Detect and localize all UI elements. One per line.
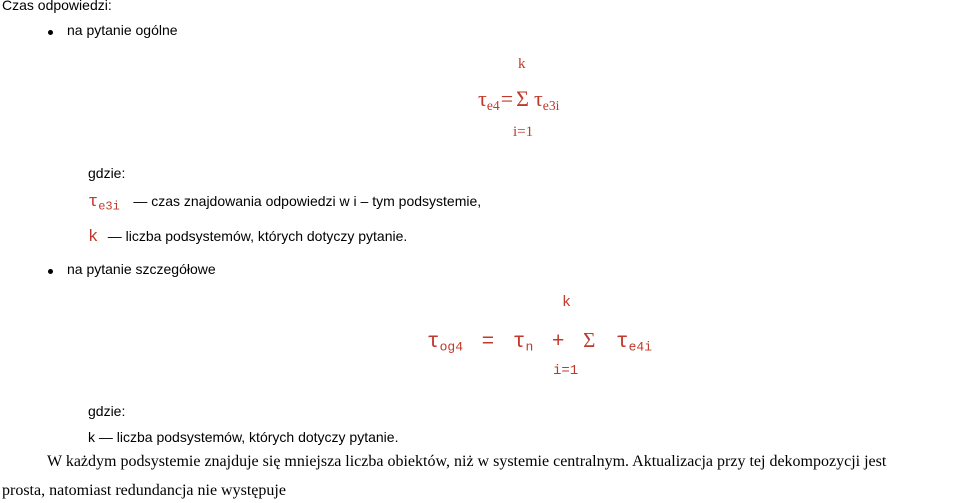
where2-label: gdzie: <box>88 403 126 419</box>
formula1-rhs-symbol: τ <box>533 86 543 111</box>
where1-def2-text: — liczba podsystemów, których dotyczy pytanie. <box>107 228 408 244</box>
formula2-upper-limit: k <box>562 294 572 311</box>
formula1-lower-limit: i=1 <box>513 124 534 140</box>
formula1-lhs-symbol: τ <box>478 86 487 111</box>
formula2-tn-sub: n <box>525 339 534 355</box>
where1-label: gdzie: <box>88 165 126 181</box>
formula2-tn-symbol: τ <box>512 331 526 354</box>
where1-def2-symbol: k <box>88 228 99 247</box>
formula2-rhs-symbol: τ <box>615 331 629 354</box>
where1-def1-sub: e3i <box>98 199 120 214</box>
formula1-upper-limit: k <box>518 56 526 72</box>
formula1-sigma-icon: Σ <box>516 86 529 111</box>
formula2-rhs-sub: e4i <box>628 339 653 355</box>
where1-def1-text: — czas znajdowania odpowiedzi w i – tym podsystemie, <box>133 193 482 209</box>
paragraph-line-2: prosta, natomiast redundancja nie występuje <box>2 482 286 499</box>
where1-def1-symbol: τ <box>88 193 99 212</box>
formula1-expression <box>478 86 559 114</box>
heading: Czas odpowiedzi: <box>2 0 112 13</box>
formula2-plus: + <box>551 331 565 354</box>
where2-definition-1: k — liczba podsystemów, których dotyczy pytanie. <box>88 429 399 445</box>
formula2-sigma-icon: Σ <box>583 328 596 352</box>
bullet-general: na pytanie ogólne <box>67 22 178 38</box>
formula2-lower-limit: i=1 <box>553 363 579 379</box>
formula2-equals: = <box>481 331 495 354</box>
formula2-lhs-symbol: τ <box>427 331 440 354</box>
formula1-rhs-sub: e3i <box>542 97 560 113</box>
bullet-dot <box>48 30 53 35</box>
where1-definition-2 <box>88 228 407 247</box>
formula1-equals: = <box>500 86 514 111</box>
bullet-detailed: na pytanie szczegółowe <box>67 261 216 277</box>
formula2-lhs-sub: og4 <box>439 339 464 355</box>
formula1-lhs-sub: e4 <box>486 97 500 113</box>
bullet-dot <box>48 269 53 274</box>
formula2-expression <box>427 328 652 355</box>
where1-definition-1 <box>88 193 481 213</box>
paragraph-line-1: W każdym podsystemie znajduje się mniejsza liczba obiektów, niż w systemie centralnym. Aktualizacja przy tej dekompozycji jest <box>47 453 887 470</box>
